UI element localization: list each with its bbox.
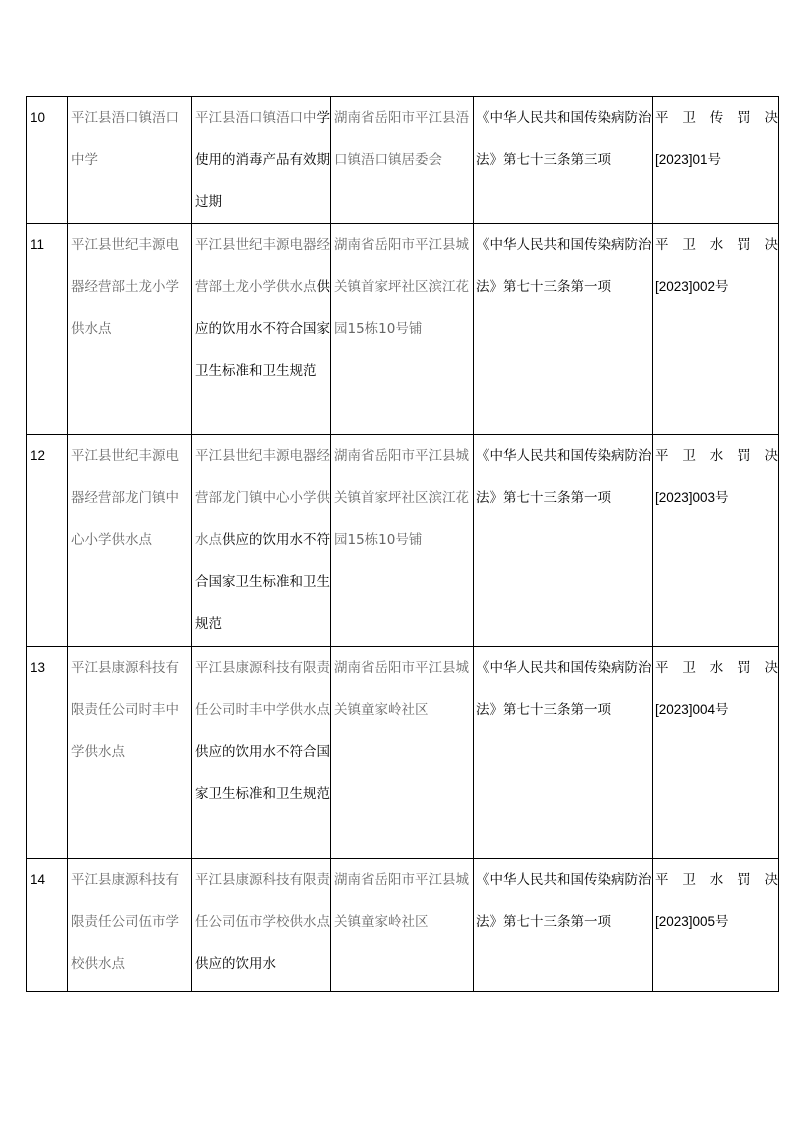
entity-address: 湖南省岳阳市平江县城关镇首家坪社区滨江花园15栋10号铺 xyxy=(331,435,474,647)
decision-number: 平卫水罚决 [2023]005号 xyxy=(653,859,779,992)
legal-basis: 《中华人民共和国传染病防治法》第七十三条第三项 xyxy=(474,97,653,224)
legal-basis: 《中华人民共和国传染病防治法》第七十三条第一项 xyxy=(474,435,653,647)
row-number: 13 xyxy=(27,647,68,859)
penalty-table xyxy=(26,96,779,992)
entity-name: 平江县世纪丰源电器经营部龙门镇中心小学供水点 xyxy=(68,435,192,647)
entity-name: 平江县康源科技有限责任公司时丰中学供水点 xyxy=(68,647,192,859)
row-number: 12 xyxy=(27,435,68,647)
legal-basis: 《中华人民共和国传染病防治法》第七十三条第一项 xyxy=(474,647,653,859)
violation-description: 平江县康源科技有限责任公司时丰中学供水点供应的饮用水不符合国家卫生标准和卫生规范 xyxy=(192,647,331,859)
decision-number: 平卫水罚决 [2023]003号 xyxy=(653,435,779,647)
violation-description: 平江县世纪丰源电器经营部土龙小学供水点供应的饮用水不符合国家卫生标准和卫生规范 xyxy=(192,224,331,435)
legal-basis: 《中华人民共和国传染病防治法》第七十三条第一项 xyxy=(474,859,653,992)
table-row xyxy=(27,647,779,859)
row-number: 10 xyxy=(27,97,68,224)
entity-name: 平江县浯口镇浯口中学 xyxy=(68,97,192,224)
violation-description: 平江县浯口镇浯口中学使用的消毒产品有效期过期 xyxy=(192,97,331,224)
violation-description: 平江县康源科技有限责任公司伍市学校供水点供应的饮用水 xyxy=(192,859,331,992)
table-row xyxy=(27,97,779,224)
entity-address: 湖南省岳阳市平江县城关镇童家岭社区 xyxy=(331,647,474,859)
entity-name: 平江县世纪丰源电器经营部土龙小学供水点 xyxy=(68,224,192,435)
entity-address: 湖南省岳阳市平江县城关镇首家坪社区滨江花园15栋10号铺 xyxy=(331,224,474,435)
decision-number: 平卫传罚决 [2023]01号 xyxy=(653,97,779,224)
row-number: 14 xyxy=(27,859,68,992)
entity-address: 湖南省岳阳市平江县城关镇童家岭社区 xyxy=(331,859,474,992)
table-row xyxy=(27,224,779,435)
decision-number: 平卫水罚决 [2023]002号 xyxy=(653,224,779,435)
table-row xyxy=(27,435,779,647)
table-row xyxy=(27,859,779,992)
entity-address: 湖南省岳阳市平江县浯口镇浯口镇居委会 xyxy=(331,97,474,224)
legal-basis: 《中华人民共和国传染病防治法》第七十三条第一项 xyxy=(474,224,653,435)
violation-description: 平江县世纪丰源电器经营部龙门镇中心小学供水点供应的饮用水不符合国家卫生标准和卫生规范 xyxy=(192,435,331,647)
entity-name: 平江县康源科技有限责任公司伍市学校供水点 xyxy=(68,859,192,992)
decision-number: 平卫水罚决 [2023]004号 xyxy=(653,647,779,859)
row-number: 11 xyxy=(27,224,68,435)
